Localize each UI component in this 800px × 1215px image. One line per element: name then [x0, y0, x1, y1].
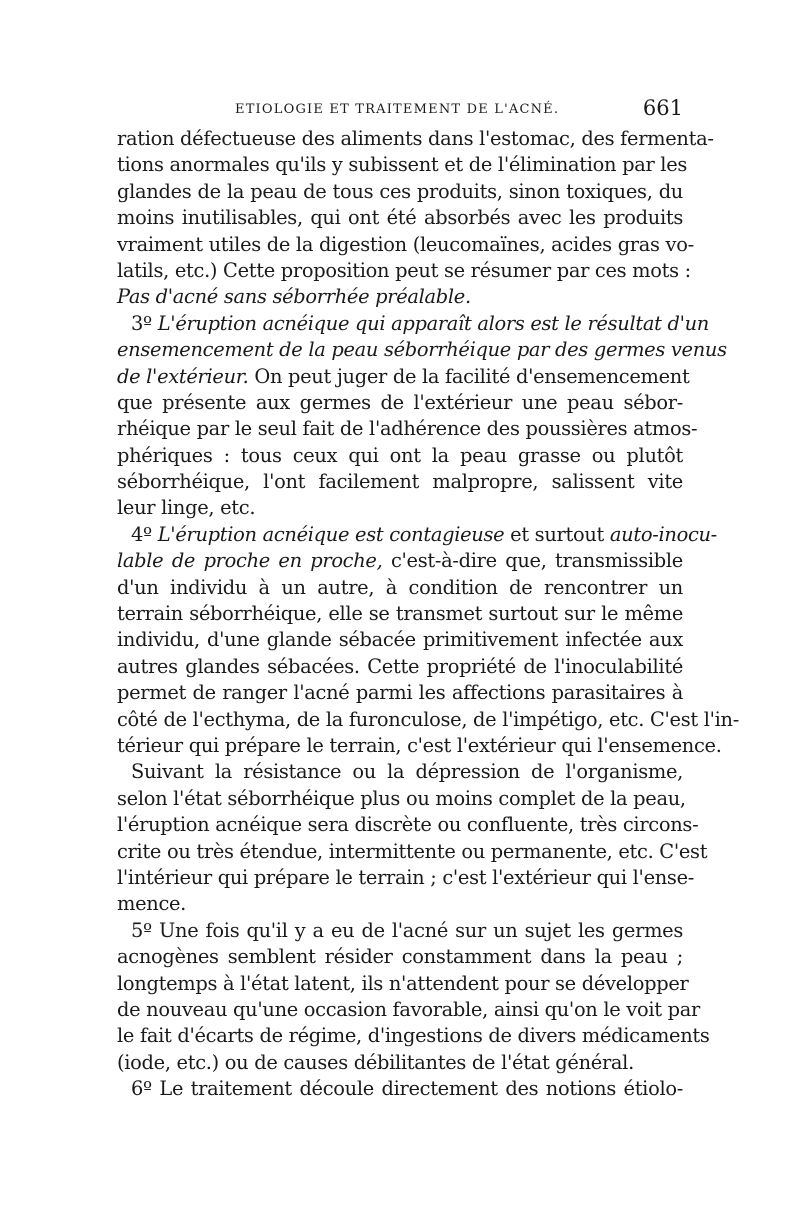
line-text: autres glandes sébacées. Cette propriété de l'inoculabilité: [117, 654, 683, 678]
line-text: et surtout: [504, 522, 610, 546]
line-text: l'éruption acnéique sera discrète ou confluente, très circons-: [117, 813, 699, 837]
line-text: longtemps à l'état latent, ils n'attendent pour se développer: [117, 971, 689, 995]
line-text: mence.: [117, 892, 187, 916]
text-line: [117, 364, 690, 390]
line-text: côté de l'ecthyma, de la furonculose, de l'impétigo, etc. C'est l'in-: [117, 707, 739, 731]
text-line: [117, 1023, 710, 1049]
text-line: [117, 232, 694, 258]
line-text: rhéique par le seul fait de l'adhérence des poussières atmos-: [117, 417, 698, 441]
line-text: crite ou très étendue, intermittente ou permanente, etc. C'est: [117, 839, 708, 863]
line-text: 4º: [131, 522, 158, 546]
running-title: ETIOLOGIE ET TRAITEMENT DE L'ACNÉ.: [235, 102, 560, 117]
line-text: On peut juger de la facilité d'ensemencement: [248, 364, 690, 388]
line-text: d'un individu à un autre, à condition de rencontrer un: [117, 575, 683, 599]
running-head: [117, 92, 683, 126]
line-text: leur linge, etc.: [117, 496, 256, 520]
text-line: [117, 759, 683, 785]
text-line: [117, 786, 686, 812]
text-line: [117, 601, 683, 627]
text-line: [117, 469, 683, 495]
line-text: c'est-à-dire que, transmissible: [382, 549, 683, 573]
text-line: [117, 971, 689, 997]
line-text: térieur qui prépare le terrain, c'est l'extérieur qui l'ensemence.: [117, 733, 722, 757]
text-line: [117, 865, 695, 891]
line-text: glandes de la peau de tous ces produits, sinon toxiques, du: [117, 179, 683, 203]
italic-text: Pas d'acné sans séborrhée préalable.: [117, 285, 471, 309]
text-line: [117, 812, 699, 838]
text-line: [117, 680, 683, 706]
text-line: [117, 575, 683, 601]
text-line: [117, 205, 683, 231]
line-text: l'intérieur qui prépare le terrain ; c'est l'extérieur qui l'ense-: [117, 865, 695, 889]
italic-text: de l'extérieur.: [117, 364, 249, 388]
text-line: [117, 839, 708, 865]
text-line: [117, 416, 698, 442]
line-text: moins inutilisables, qui ont été absorbés avec les produits: [117, 206, 683, 230]
text-line: [117, 522, 717, 548]
line-text: individu, d'une glande sébacée primitivement infectée aux: [117, 628, 683, 652]
text-line: [117, 1076, 683, 1102]
line-text: vraiment utiles de la digestion (leucomaïnes, acides gras vo-: [117, 232, 694, 256]
line-text: 3º: [131, 311, 158, 335]
text-line: [117, 548, 683, 574]
line-text: 6º Le traitement découle directement des notions étiolo-: [131, 1077, 683, 1101]
body-text: [117, 126, 739, 1102]
italic-text: lable de proche en proche,: [117, 549, 383, 573]
text-line: [117, 891, 683, 917]
line-text: séborrhéique, l'ont facilement malpropre, salissent vite: [117, 470, 683, 494]
text-line: [117, 390, 683, 416]
line-text: de nouveau qu'une occasion favorable, ainsi qu'on le voit par: [117, 997, 700, 1021]
italic-text: L'éruption acnéique est contagieuse: [157, 522, 505, 546]
line-text: 5º Une fois qu'il y a eu de l'acné sur un sujet les germes: [131, 918, 683, 942]
line-text: permet de ranger l'acné parmi les affections parasitaires à: [117, 681, 683, 705]
line-text: ration défectueuse des aliments dans l'estomac, des fermenta-: [117, 127, 714, 150]
text-line: [117, 733, 722, 759]
text-line: [117, 284, 683, 310]
page-number: 661: [642, 96, 683, 120]
line-text: tions anormales qu'ils y subissent et de l'élimination par les: [117, 153, 688, 177]
italic-text: auto-inocu-: [609, 522, 717, 546]
text-line: [117, 707, 739, 733]
text-line: [117, 179, 683, 205]
book-page: [117, 92, 739, 1102]
text-line: [117, 654, 683, 680]
text-line: [117, 443, 683, 469]
line-text: Suivant la résistance ou la dépression de l'organisme,: [131, 760, 683, 784]
line-text: que présente aux germes de l'extérieur une peau sébor-: [117, 390, 683, 414]
italic-text: ensemencement de la peau séborrhéique par des germes venus: [117, 338, 727, 362]
text-line: [117, 1050, 683, 1076]
line-text: le fait d'écarts de régime, d'ingestions de divers médicaments: [117, 1024, 710, 1048]
line-text: selon l'état séborrhéique plus ou moins complet de la peau,: [117, 786, 686, 810]
line-text: latils, etc.) Cette proposition peut se résumer par ces mots :: [117, 258, 691, 282]
text-line: [117, 152, 688, 178]
text-line: [117, 944, 683, 970]
text-line: [117, 337, 727, 363]
line-text: (iode, etc.) ou de causes débilitantes de l'état général.: [117, 1050, 634, 1074]
line-text: phériques : tous ceux qui ont la peau grasse ou plutôt: [117, 443, 683, 467]
text-line: [117, 311, 709, 337]
text-line: [117, 126, 714, 152]
line-text: terrain séborrhéique, elle se transmet surtout sur le même: [117, 602, 683, 626]
text-line: [117, 627, 683, 653]
text-line: [117, 997, 700, 1023]
text-line: [117, 258, 691, 284]
text-line: [117, 918, 683, 944]
line-text: acnogènes semblent résider constamment dans la peau ;: [117, 945, 683, 969]
italic-text: L'éruption acnéique qui apparaît alors est le résultat d'un: [157, 311, 709, 335]
text-line: [117, 495, 683, 521]
